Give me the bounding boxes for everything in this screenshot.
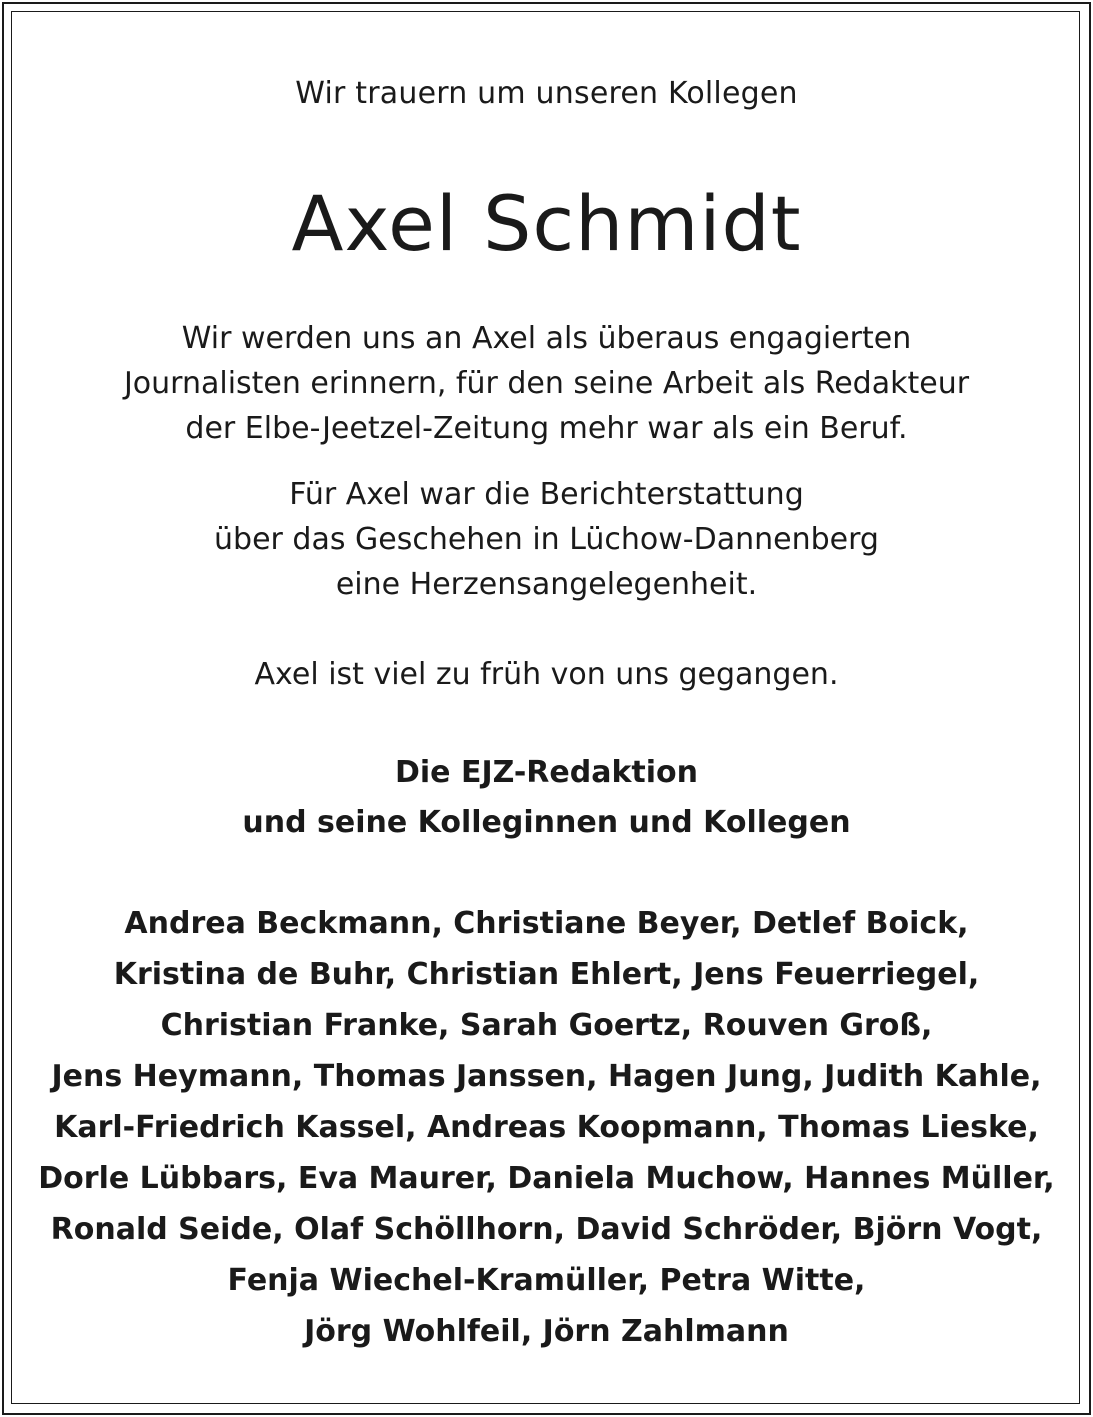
paragraph-line: der Elbe-Jeetzel-Zeitung mehr war als ein Beruf. xyxy=(185,411,908,446)
names-line: Jörg Wohlfeil, Jörn Zahlmann xyxy=(304,1314,789,1349)
deceased-name-text: Axel Schmidt xyxy=(291,179,802,268)
names-line: Dorle Lübbars, Eva Maurer, Daniela Muchow, Hannes Müller, xyxy=(38,1161,1055,1196)
paragraph-line: eine Herzensangelegenheit. xyxy=(335,567,758,602)
names-line: Ronald Seide, Olaf Schöllhorn, David Schröder, Björn Vogt, xyxy=(50,1212,1043,1247)
signoff-line: Die EJZ-Redaktion xyxy=(394,755,699,790)
paragraph-line: Wir werden uns an Axel als überaus engagierten xyxy=(181,321,912,356)
tribute-paragraph-3 xyxy=(20,652,1073,697)
paragraph-line: Axel ist viel zu früh von uns gegangen. xyxy=(254,657,839,692)
names-line: Jens Heymann, Thomas Janssen, Hagen Jung, Judith Kahle, xyxy=(51,1059,1042,1094)
paragraph-line: Journalisten erinnern, für den seine Arbeit als Redakteur xyxy=(123,366,970,401)
names-line: Christian Franke, Sarah Goertz, Rouven Groß, xyxy=(160,1008,933,1043)
deceased-name xyxy=(20,170,1073,278)
signoff xyxy=(20,748,1073,848)
colleague-names xyxy=(20,898,1073,1357)
names-line: Andrea Beckmann, Christiane Beyer, Detlef Boick, xyxy=(124,906,969,941)
intro-line xyxy=(20,74,1073,114)
tribute-paragraph-1 xyxy=(20,316,1073,451)
paragraph-line: Für Axel war die Berichterstattung xyxy=(289,477,804,512)
intro-text: Wir trauern um unseren Kollegen xyxy=(295,76,798,111)
names-line: Fenja Wiechel-Kramüller, Petra Witte, xyxy=(227,1263,866,1298)
signoff-line: und seine Kolleginnen und Kollegen xyxy=(242,805,851,840)
paragraph-line: über das Geschehen in Lüchow-Dannenberg xyxy=(214,522,879,557)
names-line: Karl-Friedrich Kassel, Andreas Koopmann, Thomas Lieske, xyxy=(54,1110,1039,1145)
names-line: Kristina de Buhr, Christian Ehlert, Jens Feuerriegel, xyxy=(113,957,980,992)
tribute-paragraph-2 xyxy=(20,472,1073,607)
